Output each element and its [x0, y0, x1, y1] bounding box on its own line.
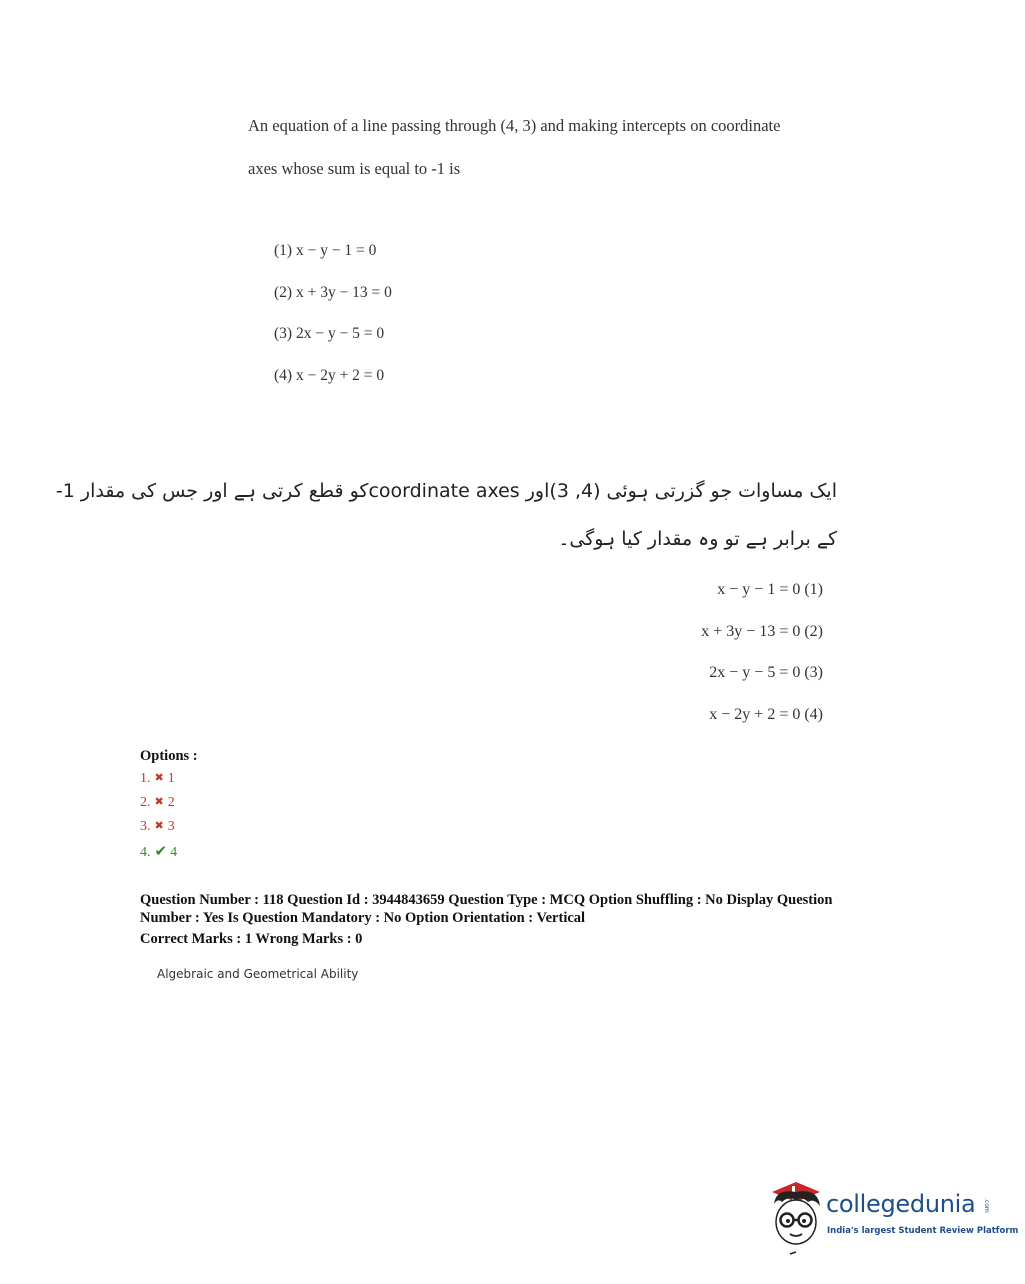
answer-option-value: 1: [167, 771, 175, 786]
question-meta-line-2: Number : Yes Is Question Mandatory : No Option Orientation : Vertical: [140, 910, 586, 926]
cross-icon: ✖: [154, 772, 164, 784]
student-mascot-icon: [766, 1178, 826, 1258]
question-meta: [140, 891, 910, 948]
question-option-4: (4) x − 2y + 2 = 0: [274, 367, 385, 384]
urdu-option-1: x − y − 1 = 0 (1): [717, 581, 823, 598]
question-text-line-2: axes whose sum is equal to -1 is: [248, 159, 461, 178]
answer-option-number: 2.: [140, 795, 151, 810]
answer-option-value: 2: [167, 795, 175, 810]
answer-option-3: [140, 819, 175, 835]
answer-option-value: 4: [170, 845, 178, 860]
answer-option-value: 3: [167, 819, 175, 834]
logo-dotcom: .com: [983, 1198, 990, 1213]
answer-option-1: [140, 771, 175, 787]
urdu-question-line-2: کے برابر ہے تو وہ مقدار کیا ہوگی۔: [558, 528, 837, 550]
answer-option-number: 3.: [140, 819, 151, 834]
urdu-option-4: x − 2y + 2 = 0 (4): [709, 706, 823, 723]
answer-option-number: 1.: [140, 771, 151, 786]
cross-icon: ✖: [154, 820, 164, 832]
cross-icon: ✖: [154, 796, 164, 808]
section-label: Algebraic and Geometrical Ability: [157, 967, 359, 981]
answer-option-2: [140, 795, 175, 811]
question-option-1: (1) x − y − 1 = 0: [274, 242, 377, 259]
logo-tagline: India's largest Student Review Platform: [827, 1226, 1019, 1236]
urdu-option-3: 2x − y − 5 = 0 (3): [709, 664, 823, 681]
question-meta-line-1: Question Number : 118 Question Id : 3944843659 Question Type : MCQ Option Shuffling : No Display Question: [140, 892, 833, 908]
question-text-line-1: An equation of a line passing through (4, 3) and making intercepts on coordinate: [248, 116, 781, 135]
options-heading: Options :: [140, 748, 198, 764]
logo-wordmark: collegedunia: [826, 1190, 976, 1218]
urdu-option-2: x + 3y − 13 = 0 (2): [701, 623, 823, 640]
check-icon: ✔: [154, 844, 168, 860]
question-option-2: (2) x + 3y − 13 = 0: [274, 284, 392, 301]
question-option-3: (3) 2x − y − 5 = 0: [274, 325, 385, 342]
urdu-question-line-1: ایک مساوات جو گزرتی ہوئی (4, 3)اور coordinate axesکو قطع کرتی ہے اور جس کی مقدار 1-: [55, 480, 837, 502]
answer-option-4: [140, 842, 177, 861]
answer-option-number: 4.: [140, 845, 151, 860]
question-meta-marks: Correct Marks : 1 Wrong Marks : 0: [140, 931, 363, 947]
